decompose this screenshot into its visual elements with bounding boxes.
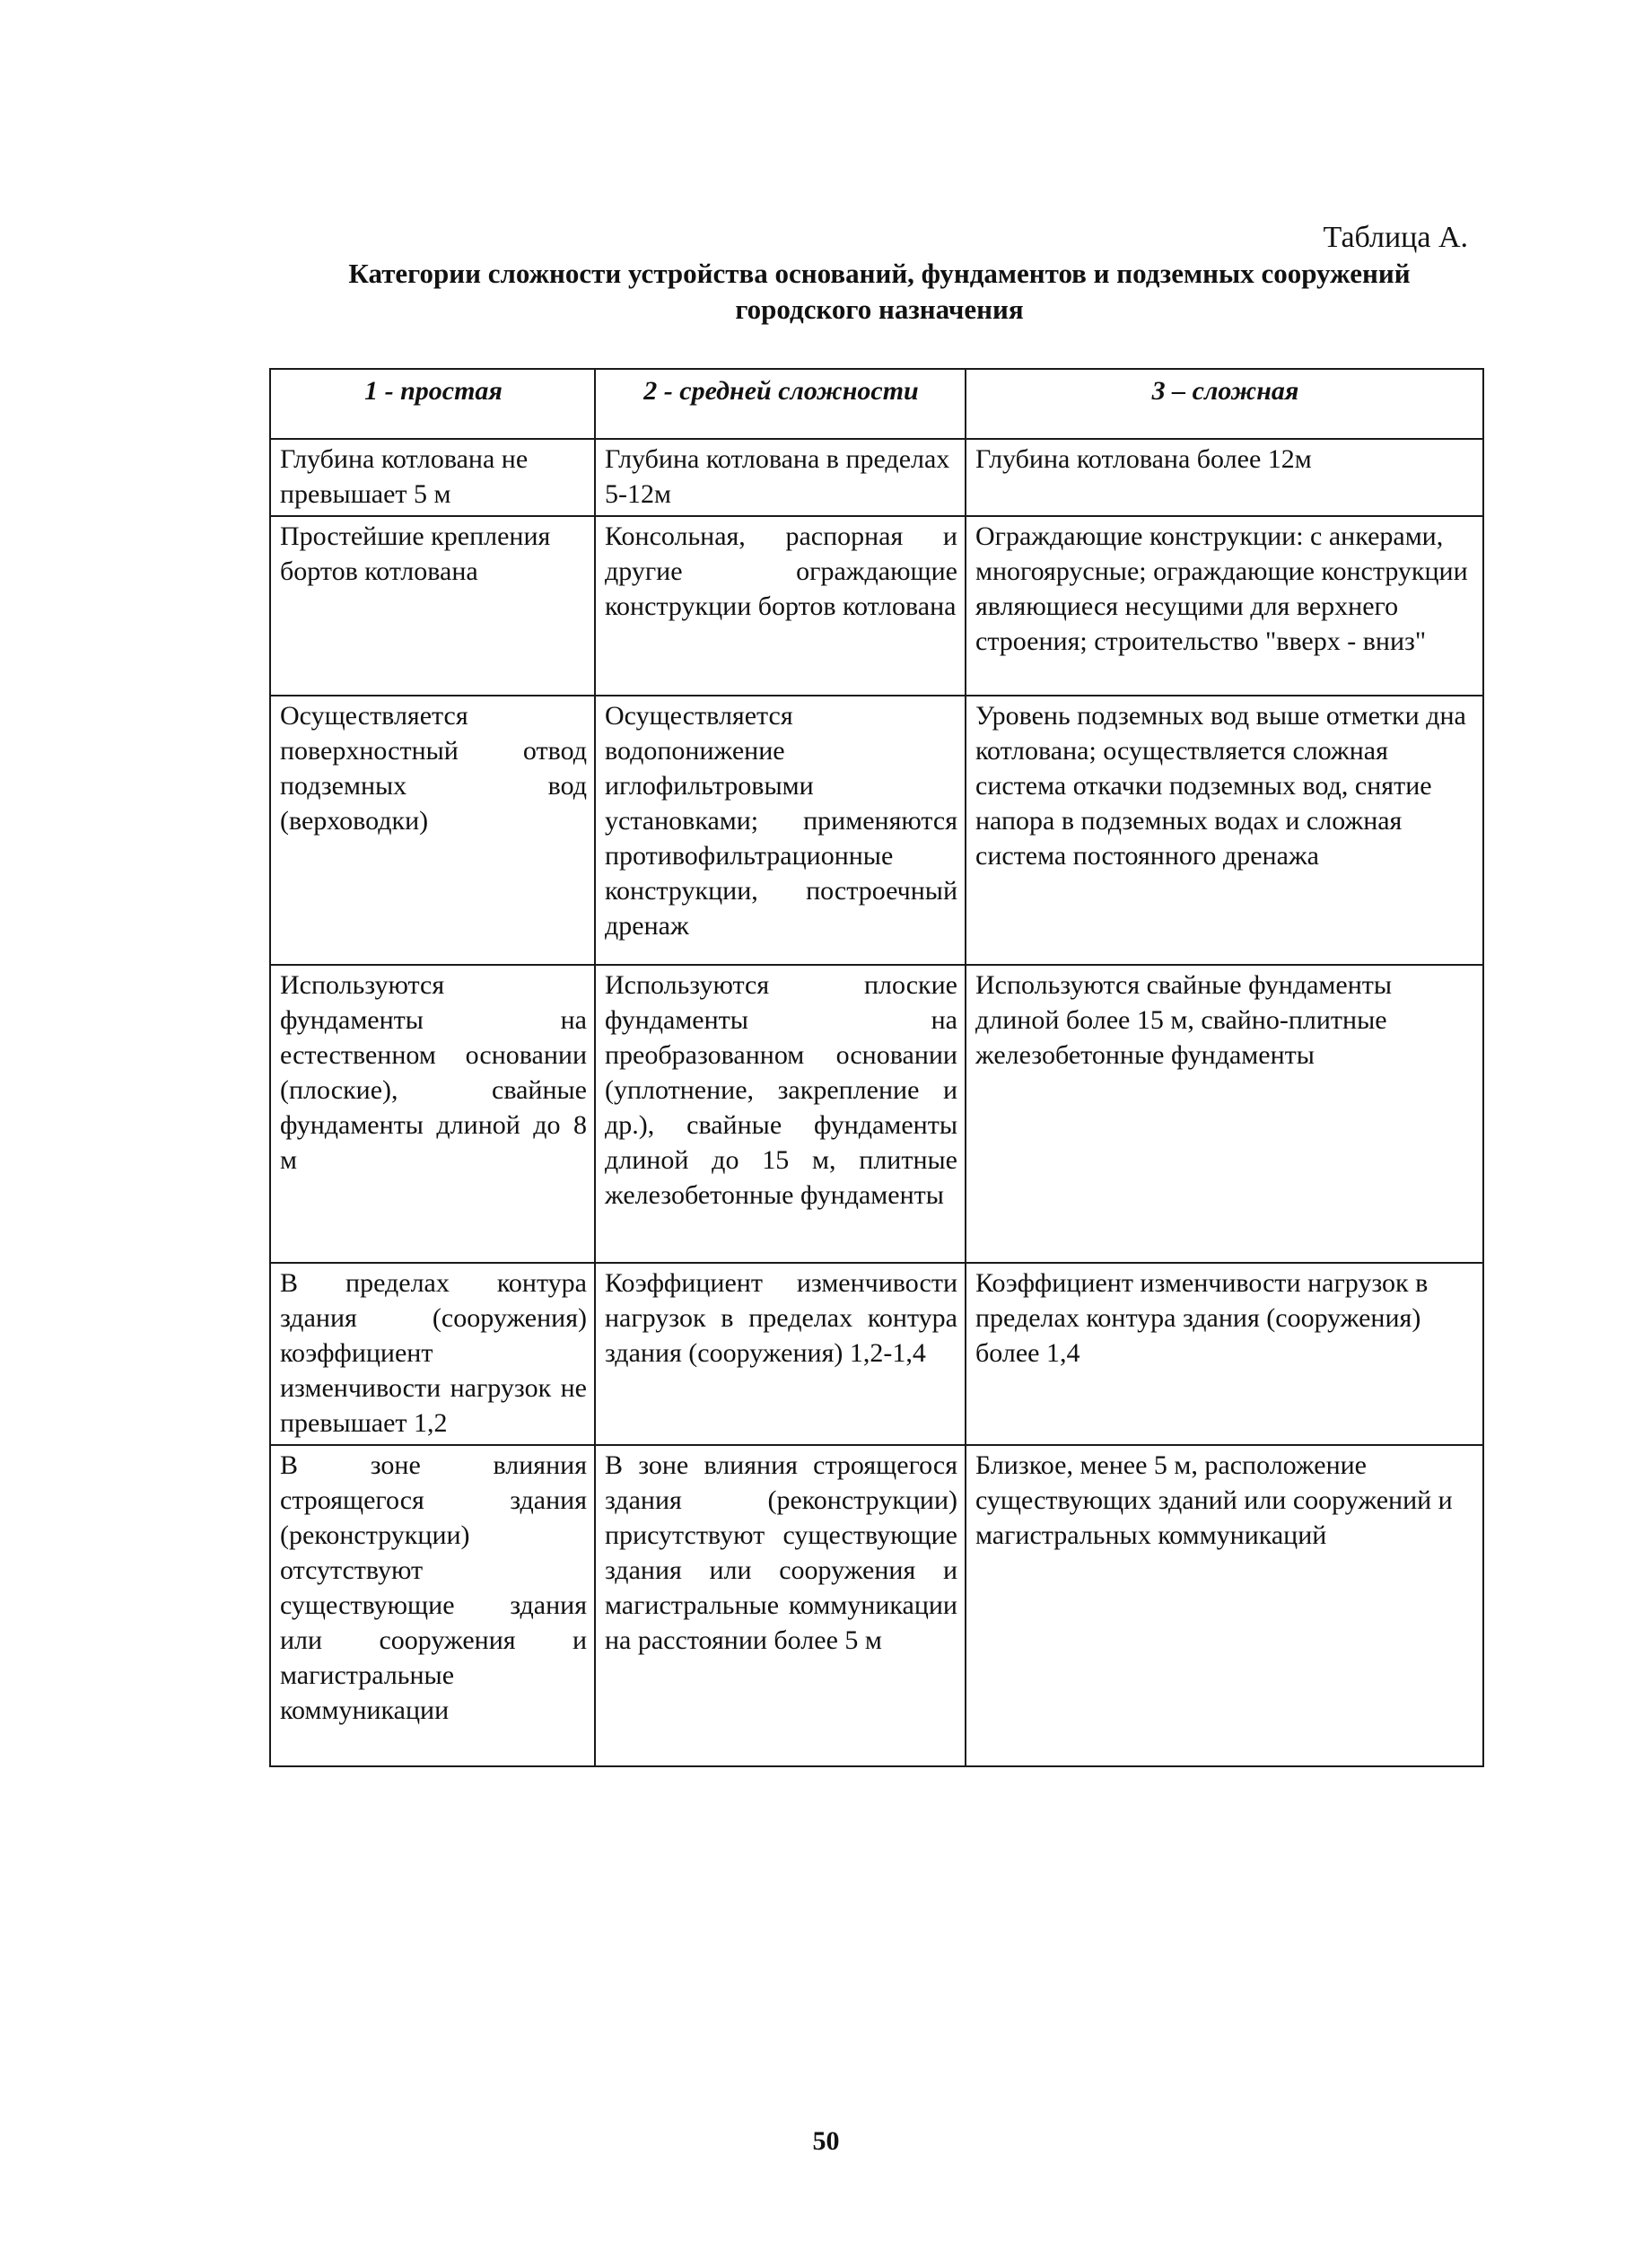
table-row [270, 696, 1483, 965]
table-cell: Коэффициент изменчивости нагрузок в пределах контура здания (сооружения) более 1,4 [966, 1263, 1483, 1445]
table-cell: В зоне влияния строящегося здания (реконструкции) присутствуют существующие здания или сооружения и магистральные коммуникации на расстоянии более 5 м [595, 1445, 966, 1766]
page-number: 50 [812, 2126, 840, 2156]
table-row [270, 965, 1483, 1263]
table-cell: Простейшие крепления бортов котлована [270, 516, 595, 696]
table-cell: Ограждающие конструкции: с анкерами, многоярусные; ограждающие конструкции являющиеся несущими для верхнего строения; строительство "вверх - вниз" [966, 516, 1483, 696]
table-cell: Коэффициент изменчивости нагрузок в пределах контура здания (сооружения) 1,2-1,4 [595, 1263, 966, 1445]
table-row [270, 1445, 1483, 1766]
table-cell: Близкое, менее 5 м, расположение существующих зданий или сооружений и магистральных коммуникаций [966, 1445, 1483, 1766]
table-cell: Используются фундаменты на естественном основании (плоские), свайные фундаменты длиной до 8 м [270, 965, 595, 1263]
table-row [270, 439, 1483, 516]
table-cell: Глубина котлована более 12м [966, 439, 1483, 516]
page-title-line-1: Категории сложности устройства оснований, фундаментов и подземных сооружений [348, 258, 1411, 289]
table-cell: В пределах контура здания (сооружения) коэффициент изменчивости нагрузок не превышает 1,2 [270, 1263, 595, 1445]
table-cell: Используются свайные фундаменты длиной более 15 м, свайно-плитные железобетонные фундаменты [966, 965, 1483, 1263]
table-cell: Осуществляется поверхностный отвод подземных вод (верховодки) [270, 696, 595, 965]
table-cell: Консольная, распорная и другие ограждающие конструкции бортов котлована [595, 516, 966, 696]
table-cell: Используются плоские фундаменты на преобразованном основании (уплотнение, закрепление и др.), свайные фундаменты длиной до 15 м, плитные железобетонные фундаменты [595, 965, 966, 1263]
table-cell: Осуществляется водопонижение иглофильтровыми установками; применяются противофильтрационные конструкции, построечный дренаж [595, 696, 966, 965]
header-complex: 3 – сложная [966, 369, 1483, 439]
page-title [278, 256, 1481, 328]
table-cell: Уровень подземных вод выше отметки дна котлована; осуществляется сложная система откачки подземных вод, снятие напора в подземных водах и сложная система постоянного дренажа [966, 696, 1483, 965]
header-simple: 1 - простая [270, 369, 595, 439]
table-cell: Глубина котлована в пределах 5-12м [595, 439, 966, 516]
table-row [270, 516, 1483, 696]
table-row [270, 1263, 1483, 1445]
header-medium: 2 - средней сложности [595, 369, 966, 439]
table-cell: В зоне влияния строящегося здания (реконструкции) отсутствуют существующие здания или сооружения и магистральные коммуникации [270, 1445, 595, 1766]
page-title-line-2: городского назначения [735, 293, 1024, 325]
table-cell: Глубина котлована не превышает 5 м [270, 439, 595, 516]
table-caption: Таблица А. [1323, 221, 1468, 254]
table-header-row [270, 369, 1483, 439]
complexity-categories-table [269, 368, 1484, 1767]
